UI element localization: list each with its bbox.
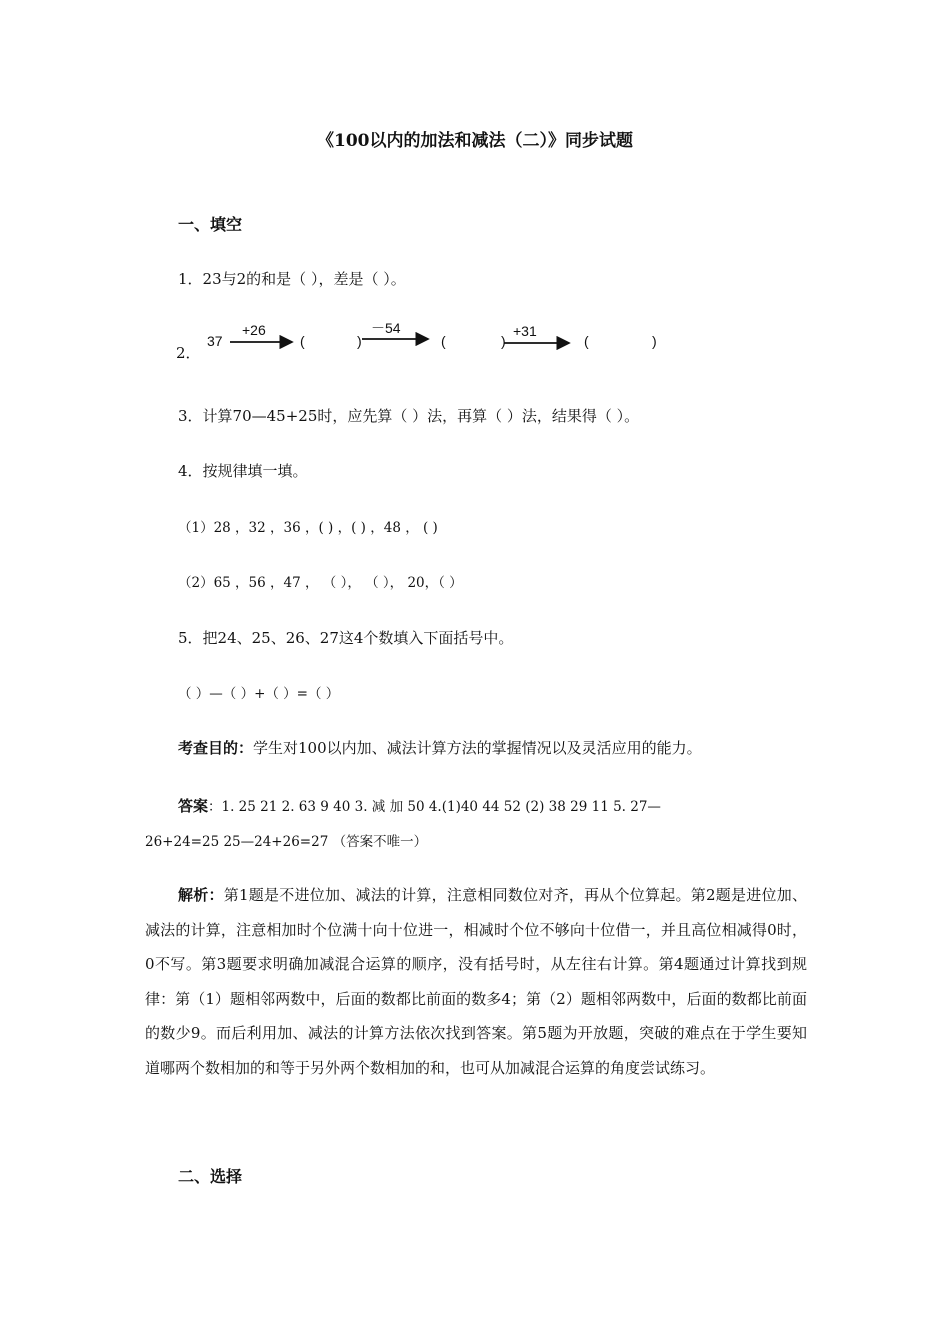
question-5: 5．把24、25、26、27这4个数填入下面括号中。 <box>178 629 514 647</box>
arrow-1-op: +26 <box>242 322 266 338</box>
purpose-text: 学生对100以内加、减法计算方法的掌握情况以及灵活应用的能力。 <box>253 739 702 757</box>
arrow-2-op: －54 <box>371 320 401 336</box>
blank-3-close: ) <box>652 333 657 349</box>
question-4: 4．按规律填一填。 <box>178 462 308 480</box>
purpose-line <box>178 737 702 758</box>
question-4-part-2: （2）65 ，56 ，47 ， （ ）， （ ）， 20，（ ） <box>178 575 463 591</box>
question-4-part-1: （1）28 ，32 ，36 ，( ) ，( ) ，48 ， ( ) <box>178 520 438 536</box>
analysis-paragraph <box>145 878 807 1085</box>
analysis-text: 第1题是不进位加、减法的计算，注意相同数位对齐，再从个位算起。第2题是进位加、减法的计算，注意相加时个位满十向十位进一，相减时个位不够向十位借一，并且高位相减得0时，0不写。第3题要求明确加减混合运算的顺序，没有括号时，从左往右计算。第4题通过计算找到规律：第（1）题相邻两数中，后面的数都比前面的数多4；第（2）题相邻两数中，后面的数都比前面的数少9。而后利用加、减法的计算方法依次找到答案。第5题为开放题，突破的难点在于学生要知道哪两个数相加的和等于另外两个数相加的和，也可从加减混合运算的角度尝试练习。 <box>145 886 807 1077</box>
answer-text-1: ：1. 25 21 2. 63 9 40 3. 减 加 50 4.(1)40 44 52 (2) 38 29 11 5. 27— <box>208 799 661 815</box>
answer-line-1 <box>178 795 661 816</box>
blank-3-open: ( <box>584 333 589 349</box>
blank-1-close: ) <box>357 333 362 349</box>
blank-1-open: ( <box>300 333 305 349</box>
document-title: 《100以内的加法和减法（二）》同步试题 <box>317 131 633 151</box>
analysis-label: 解析： <box>178 886 224 904</box>
answer-line-2: 26+24=25 25—24+26=27 （答案不唯一） <box>145 834 428 850</box>
question-1: 1．23与2的和是（ ），差是（ ）。 <box>178 270 406 288</box>
question-2 <box>176 316 676 366</box>
arrow-chain-diagram <box>176 316 676 366</box>
blank-2-open: ( <box>441 333 446 349</box>
blank-2-close: ) <box>501 333 506 349</box>
start-number: 37 <box>207 333 223 349</box>
question-5-blanks: （ ）—（ ）+（ ）=（ ） <box>178 686 340 702</box>
question-2-number: 2． <box>176 344 201 362</box>
answer-label: 答案 <box>178 797 209 815</box>
question-3: 3．计算70—45+25时，应先算（ ）法，再算（ ）法，结果得（ ）。 <box>178 407 640 425</box>
section-heading-choice: 二、选择 <box>178 1167 243 1186</box>
purpose-label: 考查目的： <box>178 739 254 757</box>
arrow-3-op: +31 <box>513 323 537 339</box>
section-heading-fill: 一、填空 <box>178 215 243 234</box>
